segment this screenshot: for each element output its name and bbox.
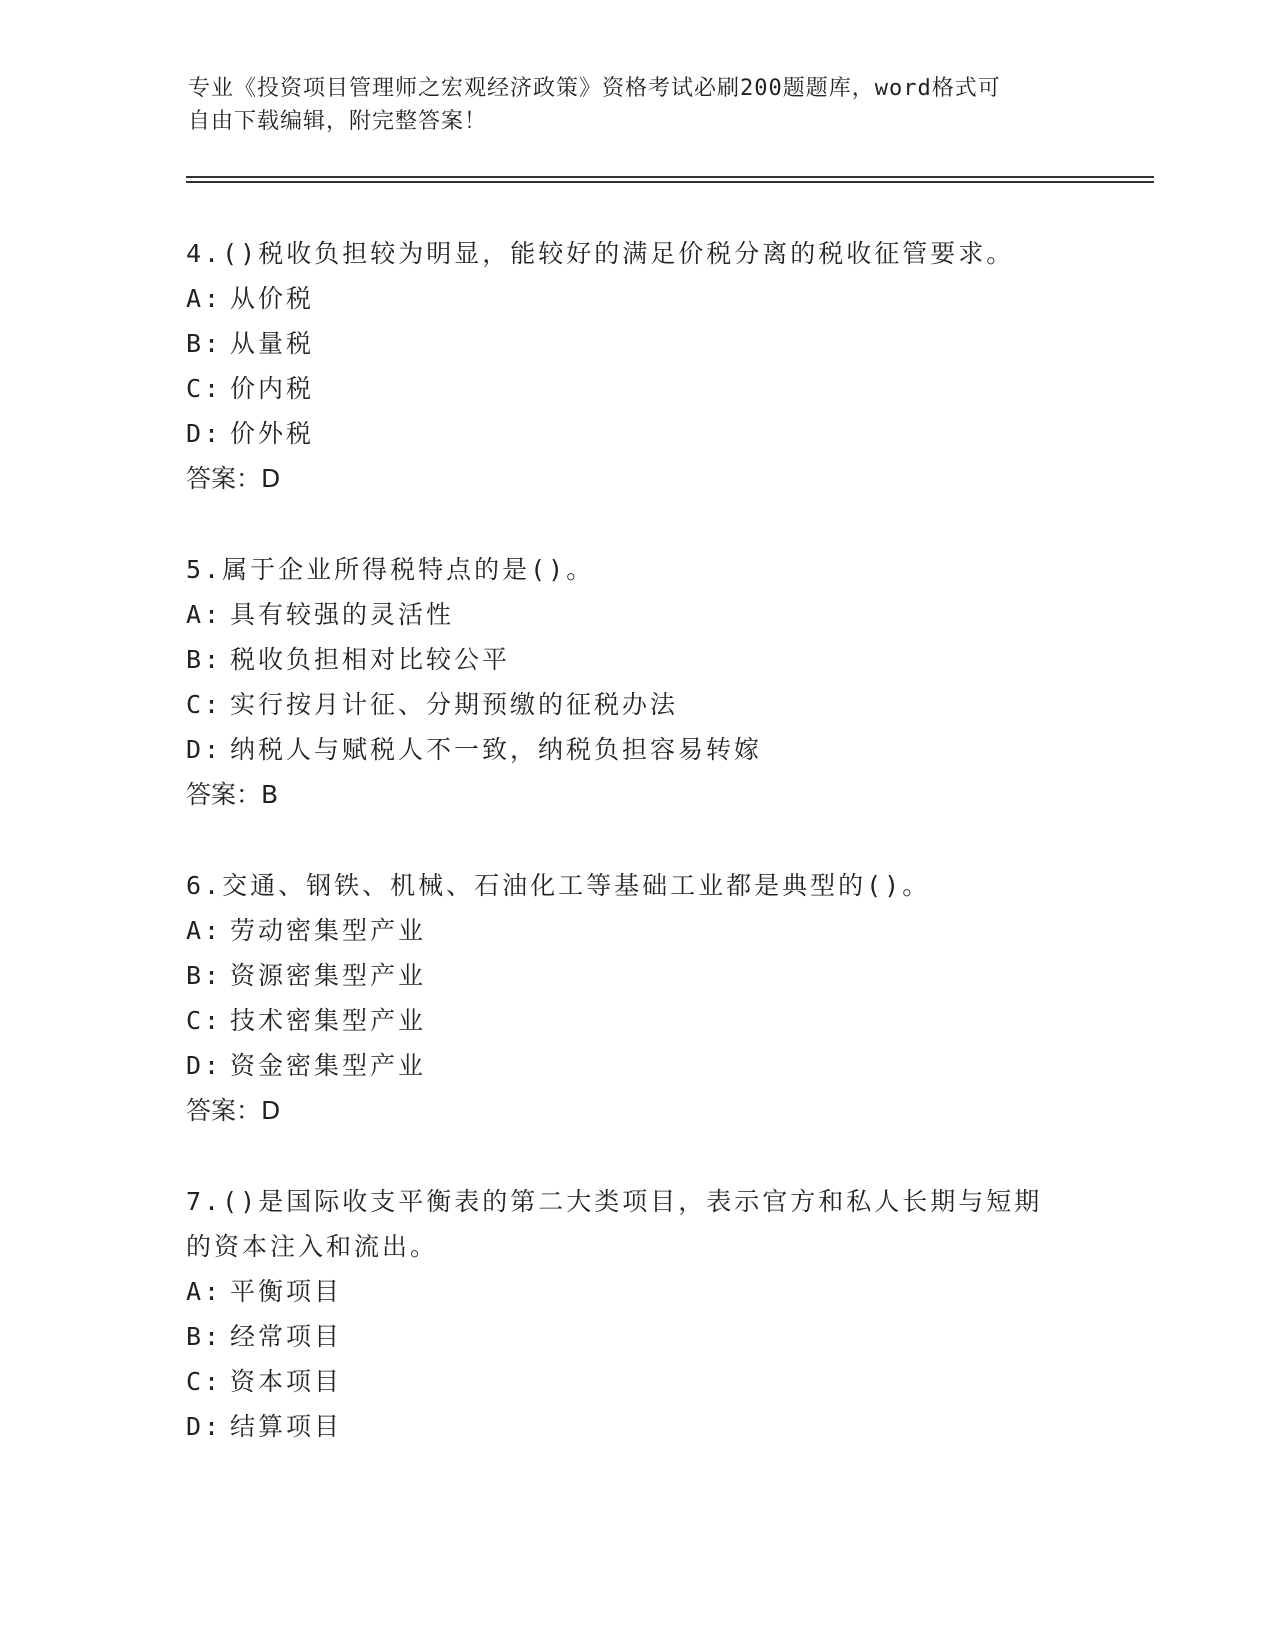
option-text: 劳动密集型产业 bbox=[230, 916, 427, 945]
answer: 答案：B bbox=[186, 780, 279, 809]
option-b bbox=[186, 1314, 1086, 1359]
option-key: B: bbox=[186, 329, 223, 358]
option-text: 税收负担相对比较公平 bbox=[230, 645, 511, 674]
option-b bbox=[186, 321, 1086, 366]
option-text: 资源密集型产业 bbox=[230, 961, 427, 990]
option-b bbox=[186, 637, 1086, 682]
option-c bbox=[186, 998, 1086, 1043]
question-stem-line-1: 7.()是国际收支平衡表的第二大类项目，表示官方和私人长期与短期 bbox=[186, 1187, 1043, 1216]
option-key: D: bbox=[186, 419, 223, 448]
option-d bbox=[186, 411, 1086, 456]
document-header bbox=[188, 72, 1068, 138]
option-key: D: bbox=[186, 1051, 223, 1080]
option-a bbox=[186, 1269, 1086, 1314]
option-c bbox=[186, 366, 1086, 411]
header-divider-top bbox=[186, 176, 1154, 178]
option-text: 结算项目 bbox=[230, 1412, 343, 1441]
option-text: 具有较强的灵活性 bbox=[230, 600, 455, 629]
option-text: 从量税 bbox=[230, 329, 315, 358]
option-c bbox=[186, 682, 1086, 727]
option-d bbox=[186, 1404, 1086, 1449]
question-stem-line-2: 的资本注入和流出。 bbox=[186, 1232, 439, 1261]
header-line-1: 专业《投资项目管理师之宏观经济政策》资格考试必刷200题题库，word格式可 bbox=[188, 76, 1001, 101]
option-a bbox=[186, 592, 1086, 637]
option-key: A: bbox=[186, 284, 223, 313]
option-key: C: bbox=[186, 1006, 223, 1035]
header-divider-bottom bbox=[186, 181, 1154, 183]
option-text: 价内税 bbox=[230, 374, 315, 403]
question-stem: 6.交通、钢铁、机械、石油化工等基础工业都是典型的()。 bbox=[186, 871, 931, 900]
option-key: A: bbox=[186, 600, 223, 629]
option-key: D: bbox=[186, 735, 223, 764]
option-text: 价外税 bbox=[230, 419, 315, 448]
option-key: A: bbox=[186, 1277, 223, 1306]
option-text: 经常项目 bbox=[230, 1322, 343, 1351]
option-key: B: bbox=[186, 961, 223, 990]
question-stem: 5.属于企业所得税特点的是()。 bbox=[186, 555, 595, 584]
option-text: 资金密集型产业 bbox=[230, 1051, 427, 1080]
option-text: 平衡项目 bbox=[230, 1277, 343, 1306]
option-text: 技术密集型产业 bbox=[230, 1006, 427, 1035]
option-d bbox=[186, 1043, 1086, 1088]
option-text: 资本项目 bbox=[230, 1367, 343, 1396]
header-line-2: 自由下载编辑，附完整答案！ bbox=[188, 109, 488, 134]
option-key: D: bbox=[186, 1412, 223, 1441]
option-key: A: bbox=[186, 916, 223, 945]
option-key: B: bbox=[186, 645, 223, 674]
option-text: 从价税 bbox=[230, 284, 315, 313]
option-key: C: bbox=[186, 374, 223, 403]
question-5 bbox=[186, 547, 1086, 817]
question-6 bbox=[186, 863, 1086, 1133]
option-key: C: bbox=[186, 1367, 223, 1396]
answer: 答案：D bbox=[186, 464, 281, 493]
question-stem: 4.()税收负担较为明显，能较好的满足价税分离的税收征管要求。 bbox=[186, 239, 1015, 268]
option-text: 实行按月计征、分期预缴的征税办法 bbox=[230, 690, 679, 719]
option-key: B: bbox=[186, 1322, 223, 1351]
option-d bbox=[186, 727, 1086, 772]
question-4 bbox=[186, 231, 1086, 501]
option-text: 纳税人与赋税人不一致，纳税负担容易转嫁 bbox=[230, 735, 763, 764]
question-7 bbox=[186, 1179, 1086, 1449]
option-c bbox=[186, 1359, 1086, 1404]
option-key: C: bbox=[186, 690, 223, 719]
option-a bbox=[186, 276, 1086, 321]
answer: 答案：D bbox=[186, 1096, 281, 1125]
option-b bbox=[186, 953, 1086, 998]
option-a bbox=[186, 908, 1086, 953]
